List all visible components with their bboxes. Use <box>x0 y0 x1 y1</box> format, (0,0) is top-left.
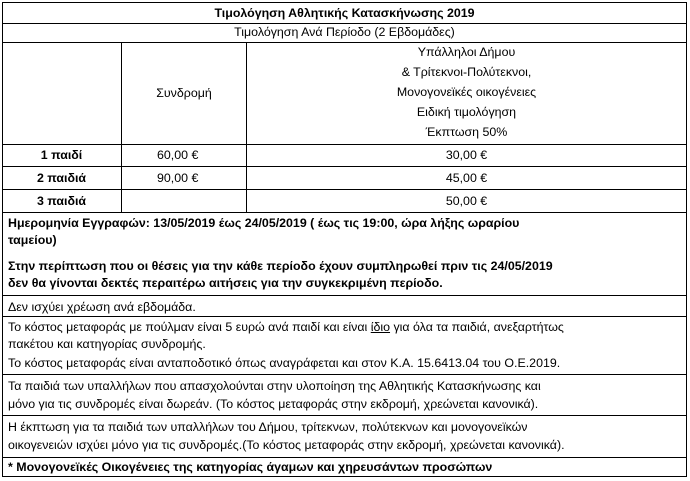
special-header-line: Μονογονεϊκές οικογένειες <box>396 85 537 99</box>
transport-text: Το κόστος μεταφοράς με πούλμαν είναι 5 ευρώ ανά παιδί και είναι <box>8 320 371 334</box>
row-label: 3 παιδιά <box>36 194 87 208</box>
transport-cost-note <box>8 319 564 336</box>
footnote: * Μονογονεϊκές Οικογένειες της κατηγορίας άγαμων και χηρευσάντων προσώπων <box>8 460 493 474</box>
transport-underlined-text: ίδιο <box>370 320 391 334</box>
special-header-line: & Τρίτεκνοι-Πολύτεκνοι, <box>401 65 532 79</box>
special-header-line: Έκπτωση 50% <box>425 125 508 139</box>
document-title: Τιμολόγηση Αθλητικής Κατασκήνωσης 2019 <box>214 6 475 20</box>
no-weekly-charge-note: Δεν ισχύει χρέωση ανά εβδομάδα. <box>8 300 196 314</box>
transport-reciprocal-note: Το κόστος μεταφοράς είναι ανταποδοτικό όπως αναγράφεται και στον Κ.Α. 15.6413.04 του Ο.Ε.2019. <box>8 356 561 370</box>
special-header-line: Ειδική τιμολόγηση <box>416 105 517 119</box>
full-periods-note: Στην περίπτωση που οι θέσεις για την κάθε περίοδο έχουν συμπληρωθεί πριν τις 24/05/2019 <box>8 259 553 273</box>
registration-dates-note: Ημερομηνία Εγγραφών: 13/05/2019 έως 24/05/2019 ( έως τις 19:00, ώρα λήξης ωραρίου <box>8 216 520 230</box>
special-price: 45,00 € <box>445 171 488 185</box>
registration-dates-note: ταμείου) <box>8 233 57 247</box>
subscription-price: 90,00 € <box>157 171 199 185</box>
transport-text: για όλα τα παιδιά, ανεξαρτήτως <box>390 320 564 334</box>
pricing-document <box>2 2 687 477</box>
row-label: 1 παιδί <box>40 148 83 162</box>
special-price: 50,00 € <box>445 194 488 208</box>
special-price: 30,00 € <box>445 148 488 162</box>
staff-children-note: Τα παιδιά των υπαλλήλων που απασχολούνται στην υλοποίηση της Αθλητικής Κατασκήνωσης και <box>8 379 541 393</box>
full-periods-note: δεν θα γίνονται δεκτές περαιτέρω αιτήσεις για την συγκεκριμένη περίοδο. <box>8 276 443 290</box>
discount-note: Η έκπτωση για τα παιδιά των υπαλλήλων του Δήμου, τρίτεκνων, πολύτεκνων και μονογονεϊκών <box>8 420 528 434</box>
subscription-price: 60,00 € <box>157 148 199 162</box>
period-subtitle: Τιμολόγηση Ανά Περίοδο (2 Εβδομάδες) <box>234 25 455 39</box>
transport-cost-note: πακέτου και κατηγορίας συνδρομής. <box>8 337 206 351</box>
special-header-line: Υπάλληλοι Δήμου <box>417 45 516 59</box>
staff-children-note: μόνο για τις συνδρομές είναι δωρεάν. (Το κόστος μεταφοράς στην εκδρομή, χρεώνεται κανονικά). <box>8 397 539 411</box>
discount-note: οικογενειών ισχύει μόνο για τις συνδρομές.(Το κόστος μεταφοράς στην εκδρομή, χρεώνεται κανονικά). <box>8 438 565 452</box>
row-label: 2 παιδιά <box>36 171 87 185</box>
column-header-subscription: Συνδρομή <box>156 86 212 100</box>
